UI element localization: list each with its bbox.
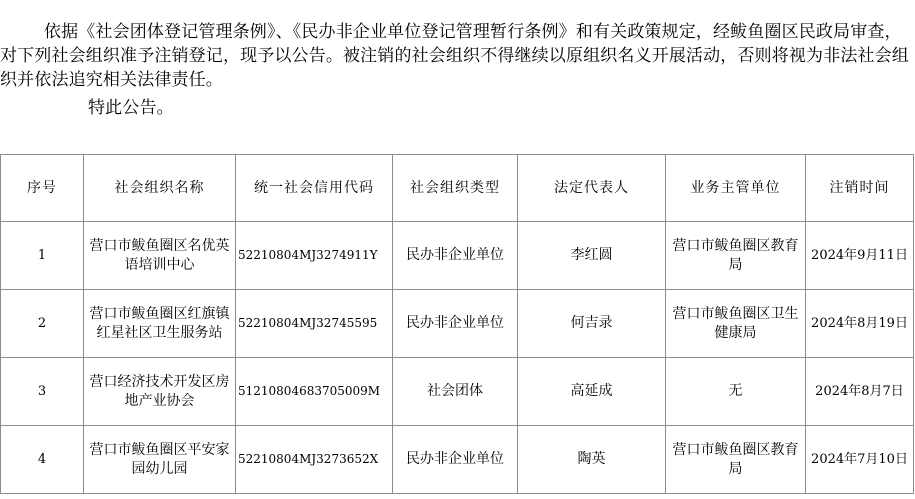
notice-closing: 特此公告。: [88, 98, 174, 118]
header-org-name: 社会组织名称: [84, 155, 236, 222]
cell-org-name: 营口经济技术开发区房地产业协会: [84, 358, 236, 426]
header-cancel-date: 注销时间: [806, 155, 914, 222]
cell-index: 4: [1, 426, 84, 494]
cell-index: 2: [1, 290, 84, 358]
cell-credit-code: 52210804MJ3273652X: [236, 426, 393, 494]
cell-cancel-date: 2024年7月10日: [806, 426, 914, 494]
cell-cancel-date: 2024年9月11日: [806, 222, 914, 290]
notice-body: [0, 0, 915, 120]
cell-cancel-date: 2024年8月7日: [806, 358, 914, 426]
cell-org-name: 营口市鲅鱼圈区红旗镇红星社区卫生服务站: [84, 290, 236, 358]
cell-authority: 营口市鲅鱼圈区教育局: [666, 222, 806, 290]
header-index: 序号: [1, 155, 84, 222]
cell-authority: 营口市鲅鱼圈区教育局: [666, 426, 806, 494]
deregistration-table: [0, 154, 914, 494]
header-org-type: 社会组织类型: [393, 155, 518, 222]
cell-org-type: 民办非企业单位: [393, 426, 518, 494]
table-row: [1, 426, 914, 494]
cell-credit-code: 51210804683705009M: [236, 358, 393, 426]
cell-cancel-date: 2024年8月19日: [806, 290, 914, 358]
notice-paragraph: 依据《社会团体登记管理条例》、《民办非企业单位登记管理暂行条例》和有关政策规定，经鲅鱼圈区民政局审查，对下列社会组织准予注销登记，现予以公告。被注销的社会组织不得继续以原组织名义开展活动，否则将视为非法社会组织并依法追究相关法律责任。: [0, 22, 909, 90]
cell-legal-rep: 何吉录: [518, 290, 666, 358]
cell-authority: 无: [666, 358, 806, 426]
cell-legal-rep: 李红圆: [518, 222, 666, 290]
cell-index: 3: [1, 358, 84, 426]
table-row: [1, 222, 914, 290]
cell-legal-rep: 高延成: [518, 358, 666, 426]
cell-org-name: 营口市鲅鱼圈区名优英语培训中心: [84, 222, 236, 290]
cell-org-type: 民办非企业单位: [393, 290, 518, 358]
header-authority: 业务主管单位: [666, 155, 806, 222]
table-row: [1, 290, 914, 358]
cell-index: 1: [1, 222, 84, 290]
cell-credit-code: 52210804MJ32745595: [236, 290, 393, 358]
cell-org-name: 营口市鲅鱼圈区平安家园幼儿园: [84, 426, 236, 494]
table-header-row: [1, 155, 914, 222]
cell-org-type: 社会团体: [393, 358, 518, 426]
table-row: [1, 358, 914, 426]
header-credit-code: 统一社会信用代码: [236, 155, 393, 222]
header-legal-rep: 法定代表人: [518, 155, 666, 222]
cell-legal-rep: 陶英: [518, 426, 666, 494]
cell-org-type: 民办非企业单位: [393, 222, 518, 290]
cell-credit-code: 52210804MJ3274911Y: [236, 222, 393, 290]
cell-authority: 营口市鲅鱼圈区卫生健康局: [666, 290, 806, 358]
